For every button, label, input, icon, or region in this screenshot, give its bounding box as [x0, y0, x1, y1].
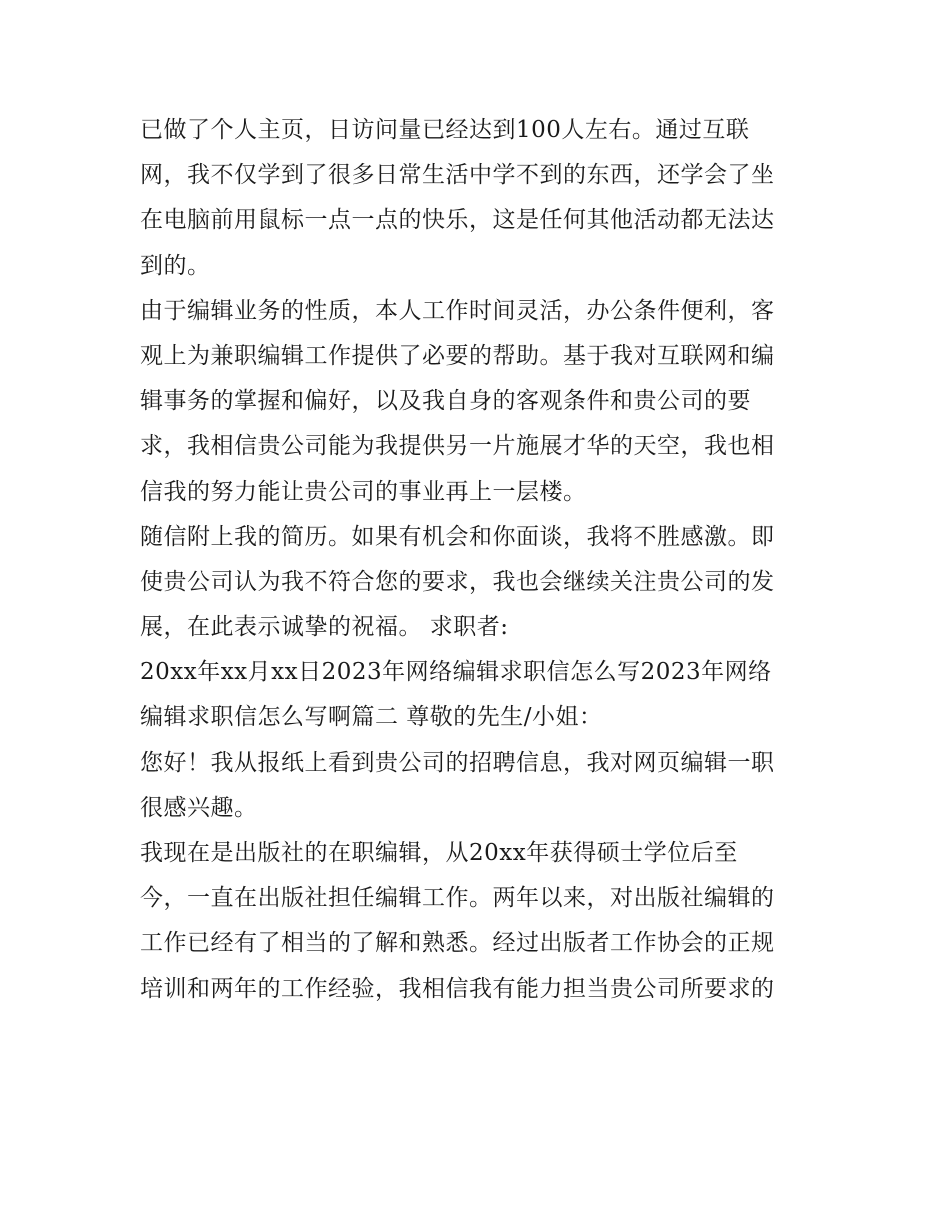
text-line: 信我的努力能让贵公司的事业再上一层楼。: [140, 478, 587, 505]
text-line: 使贵公司认为我不符合您的要求，我也会继续关注贵公司的发: [140, 568, 775, 595]
text-line: 在电脑前用鼠标一点一点的快乐，这是任何其他活动都无法达: [140, 207, 775, 234]
text-line: 到的。: [140, 252, 211, 279]
text-line: 已做了个人主页，日访问量已经达到100人左右。通过互联: [140, 117, 750, 143]
text-line: 编辑求职信怎么写啊篇二 尊敬的先生/小姐：: [140, 704, 603, 731]
document-body: [140, 108, 820, 1012]
text-line: 我现在是出版社的在职编辑，从20xx年获得硕士学位后至: [140, 840, 738, 866]
text-line: 求，我相信贵公司能为我提供另一片施展才华的天空，我也相: [140, 433, 775, 460]
text-line: 20xx年xx月xx日2023年网络编辑求职信怎么写2023年网络: [140, 659, 772, 686]
text-line: 辑事务的掌握和偏好，以及我自身的客观条件和贵公司的要: [140, 388, 751, 415]
text-line: 网，我不仅学到了很多日常生活中学不到的东西，还学会了坐: [140, 162, 775, 189]
text-line: 很感兴趣。: [140, 794, 258, 821]
text-line: 工作已经有了相当的了解和熟悉。经过出版者工作协会的正规: [140, 930, 775, 957]
text-line: 今，一直在出版社担任编辑工作。两年以来，对出版社编辑的: [140, 885, 775, 912]
text-line: 随信附上我的简历。如果有机会和你面谈，我将不胜感激。即: [140, 523, 775, 550]
text-line: 您好！我从报纸上看到贵公司的招聘信息，我对网页编辑一职: [140, 749, 775, 776]
text-line: 展，在此表示诚挚的祝福。 求职者:: [140, 614, 509, 641]
text-line: 由于编辑业务的性质，本人工作时间灵活，办公条件便利，客: [140, 297, 775, 324]
text-line: 观上为兼职编辑工作提供了必要的帮助。基于我对互联网和编: [140, 342, 775, 369]
text-line: 培训和两年的工作经验，我相信我有能力担当贵公司所要求的: [140, 975, 775, 1002]
